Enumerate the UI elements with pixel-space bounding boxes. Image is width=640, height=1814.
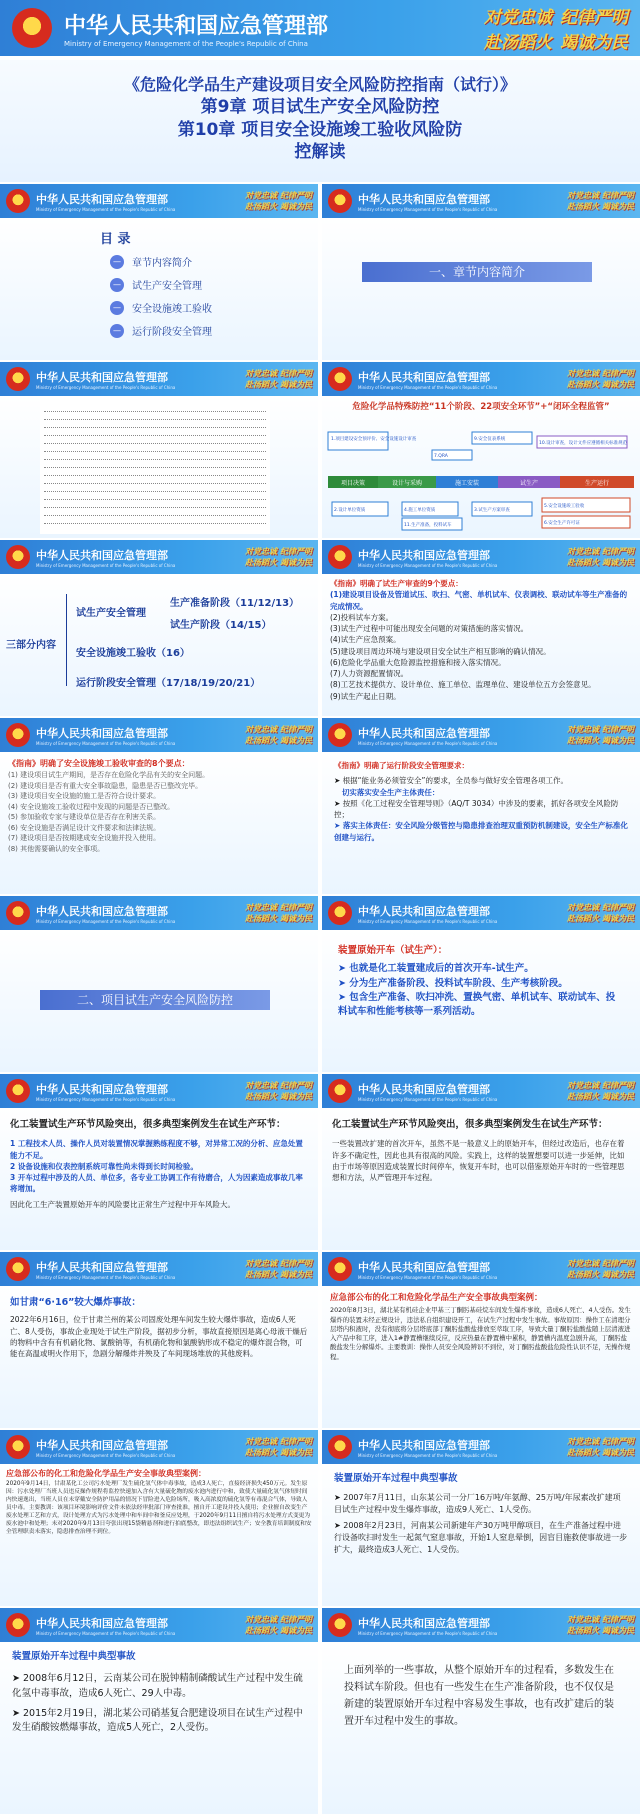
review-item: (2)投料试车方案。 [330,612,394,622]
section2-slide [0,930,318,1072]
typical1-slide [322,1464,640,1606]
slide-header: ★ 中华人民共和国应急管理部 Ministry of Emergency Management of the People's Republic of China 对党忠诚 纪律严明 赴汤蹈火 竭诚为民 [322,540,640,574]
step-box: 5.安全设施竣工验收 [544,504,585,509]
accept-item: (5) 参加验收专家与建设单位是否存在利害关系。 [8,813,161,821]
parts-a2: 试生产阶段（14/15） [170,620,272,631]
national-emblem-icon [328,1257,352,1281]
operate-item: ➤ 按照《化工过程安全管理导则》（AQ/T 3034）中涉及的要素，抓好各项安全风险防控； [334,798,619,819]
cover-line2: 第9章 项目试生产安全风险防控 [200,96,440,117]
cover-line3: 第10章 项目安全设施竣工验收风险防 [177,119,463,140]
slide-header: ★ 中华人民共和国应急管理部 Ministry of Emergency Management of the People's Republic of China 对党忠诚 纪律严明 赴汤蹈火 竭诚为民 [0,1252,318,1286]
accept-item: (6) 安全设施是否满足设计文件要求和法律法规。 [8,823,161,832]
national-emblem-icon [328,723,352,747]
step-box: 1.项目建设安全预评价、安全设施设计审查 [331,437,417,442]
circle-bullet-icon: — [110,301,124,315]
national-emblem-icon [6,189,30,213]
review-item: (5)建设项目周边环境与建设项目安全试生产相互影响的确认情况。 [330,646,551,656]
national-emblem-icon [6,1079,30,1103]
toc-page-slide [0,396,318,538]
parts-b: 安全设施竣工验收（16） [76,648,190,659]
accept-item: (2) 建设项目是否有重大安全事故隐患，隐患是否已整改完毕。 [8,781,203,790]
parts-slide [0,574,318,716]
review-item: (7)人力资源配置情况。 [330,669,409,678]
review-item: (3)试生产过程中可能出现安全问题的对策措施的落实情况。 [330,624,529,633]
case3-para: 2020年9月14日，甘肃某化工公司污水处理厂发生硫化氢气体中毒事故，造成3人死亡，直接经济损失450万元。发生原因：污水处理厂当班人员违反操作规程将监控快速加入含有大量硫化物的废水池内进行中和，致使大量硫化氢气体短时间内快速逸出，当班人员在未穿戴安全防护用品的情况下冒险进入危险场所，吸入高浓度的硫化氢等有毒混合气体，导致人员中毒。主要教训：该项目环境影响评价文件未依法经审批部门审查批准，擅自开工建设并投入使用；企业擅自改变生产废水处理工艺和方式，设计处理方式为污水处理中和车间中和釜反应处理，于2020年9月11日擅自将污水处理方式变更为废水池中和处理；未对2020年9月13日夸张出现15袋精悬剂和进行拍底整改，即违法组织试生产；安全教育培训制度和安全管理职责未落实，隐患排查治理不到位。 [6,1481,312,1536]
operate-slide [322,752,640,894]
toc-item[interactable]: — 章节内容简介 [110,254,212,269]
circle-bullet-icon: — [110,255,124,269]
national-emblem-icon [328,545,352,569]
slide-header: ★ 中华人民共和国应急管理部 Ministry of Emergency Management of the People's Republic of China 对党忠诚 纪律严明 赴汤蹈火 竭诚为民 [0,540,318,574]
national-emblem-icon [328,1613,352,1637]
accept-head: 《指南》明确了安全设施竣工验收审查的8个要点： [8,759,190,768]
case2-head: 应急部公布的化工和危险化学品生产安全事故典型案例： [330,1293,543,1303]
toc-page-image [40,400,270,534]
accept-item: (8) 其他需要确认的安全事项。 [8,844,105,853]
risk2-para: 一些装置改扩建的首次开车，虽然不是一般意义上的原始开车，但经过改造后，也存在着许多不确定性，因此也具有很高的风险。实践上，这样的装置想要可以进一步延伸，比如由于市场等原因造成装置长时间停车，恢复开车时，也可以借鉴原始开车时的一些管理思想和方法，从严管理开车过程。 [332,1139,625,1182]
case616-slide [0,1286,318,1428]
startup-item: ➤ 也就是化工装置建成后的首次开车-试生产。 [338,963,534,975]
national-emblem-icon [328,1435,352,1459]
parts-c: 运行阶段安全管理（17/18/19/20/21） [76,678,261,689]
startup-head: 装置原始开车（试生产）： [338,945,448,956]
case616-head: 如甘肃“6·16”较大爆炸事故： [10,1297,141,1308]
circle-bullet-icon: — [110,324,124,338]
summary-para: 上面列举的一些事故，从整个原始开车的过程看，多数发生在投料试车阶段。但也有一些发生在生产准备阶段，也不仅仅是新建的装置原始开车过程中容易发生事故，也有改扩建后的装置开车过程中发生的事故。 [344,1665,614,1727]
cover-line1: 《危险化学品生产建设项目安全风险防控指南（试行）》 [123,75,516,94]
step-box: 10.设计审查，设计文件应遵循相关标准规范 [539,441,628,446]
parts-a: 试生产安全管理 [76,608,146,619]
national-emblem-icon [328,1079,352,1103]
typical1-item: ➤ 2008年2月23日，河南某公司新建年产30万吨甲醇项目，在生产准备过程中进行设备吹扫时发生一起氮气窒息事故，开始1人窒息晕倒，因盲目施救使事故进一步扩大，最终造成3人死亡、1人受伤。 [334,1521,628,1555]
slide-header: ★ 中华人民共和国应急管理部 Ministry of Emergency Management of the People's Republic of China 对党忠诚 纪律严明 赴汤蹈火 竭诚为民 [322,1430,640,1464]
national-emblem-icon [6,723,30,747]
toc-heading: 目 录 [100,232,131,247]
slide-header: ★ 中华人民共和国应急管理部 Ministry of Emergency Management of the People's Republic of China 对党忠诚 纪律严明 赴汤蹈火 竭诚为民 [322,1074,640,1108]
risk-item: 2 设备设施和仪表控制系统可靠性尚未得到长时间检验。 [10,1161,198,1171]
step-box: 4.施工单位资质 [404,508,436,513]
typical2-slide [0,1642,318,1814]
national-emblem-icon [6,367,30,391]
step-box: 2.设计单位资质 [334,508,366,513]
slide-header: ★ 中华人民共和国应急管理部 Ministry of Emergency Management of the People's Republic of China 对党忠诚 纪律严明 赴汤蹈火 竭诚为民 [0,718,318,752]
review-item: (6)危险化学品重大危险源监控措施和接入落实情况。 [330,657,506,667]
national-emblem-icon [328,189,352,213]
operate-item: 切实落实安全生产主体责任： [341,787,440,797]
slide-header: ★ 中华人民共和国应急管理部 Ministry of Emergency Management of the People's Republic of China 对党忠诚 纪律严明 赴汤蹈火 竭诚为民 [0,1074,318,1108]
startup-slide [322,930,640,1072]
national-emblem-icon [6,901,30,925]
step-box: 7.QRA [434,454,448,459]
risk2-head: 化工装置试生产环节风险突出，很多典型案例发生在试生产环节： [332,1119,608,1130]
step-box: 6.安全生产许可证 [544,521,580,526]
case616-para: 2022年6月16日，位于甘肃兰州的某公司固废处理车间发生较大爆炸事故，造成6人死亡、8人受伤，事故企业现处于试生产阶段，据初步分析，事故直接原因是离心母液干燥后的物料中含有有机硝化物、氯酸钠等，有机硝化物和氯酸钠形成不稳定的爆炸混合物，可能在高温或明火作用下，急剧分解爆炸并殃及了车间现场堆放的其他废料。 [10,1315,308,1358]
section1-slide [322,218,640,360]
risk-tail: 因此化工生产装置原始开车的风险要比正常生产过程中开车风险大。 [10,1199,235,1209]
slide-header: ★ 中华人民共和国应急管理部 Ministry of Emergency Management of the People's Republic of China 对党忠诚 纪律严明 赴汤蹈火 竭诚为民 [0,1430,318,1464]
parts-root: 三部分内容 [6,640,56,651]
risk-head: 化工装置试生产环节风险突出，很多典型案例发生在试生产环节： [10,1119,286,1130]
operate-item: ➤ 根据“能业务必须管安全”的要求，全员参与做好安全管理各项工作。 [334,776,568,786]
phase-label: 试生产 [519,480,539,487]
phase-label: 项目决策 [340,480,366,487]
typical2-item: ➤ 2008年6月12日，云南某公司在脱钟精制磷酸试生产过程中发生硫化氢中毒事故，造成6人死亡、29人中毒。 [12,1673,303,1699]
toc-slide [0,218,318,360]
review-head: 《指南》明确了试生产审查的9个要点： [330,579,463,588]
review-item: (1)建设项目设备及管道试压、吹扫、气密、单机试车、仪表调校、联动试车等生产准备的完成情况。 [330,590,628,611]
national-emblem-icon [6,1435,30,1459]
slide-header: ★ 中华人民共和国应急管理部 Ministry of Emergency Management of the People's Republic of China 对党忠诚 纪律严明 赴汤蹈火 竭诚为民 [322,1252,640,1286]
typical2-item: ➤ 2015年2月19日，湖北某公司硝基复合肥建设项目在试生产过程中发生硝酸铵燃爆事故，造成5人死亡，2人受伤。 [12,1707,303,1733]
review-item: (4)试生产应急预案。 [330,635,401,645]
cover-header [0,0,640,56]
step-box: 3.试生产方案审查 [474,508,510,513]
slide-header: ★ 中华人民共和国应急管理部 Ministry of Emergency Management of the People's Republic of China 对党忠诚 纪律严明 赴汤蹈火 竭诚为民 [322,362,640,396]
slogan: 对党忠诚 纪律严明 赴汤蹈火 竭诚为民 [484,8,628,53]
review-item: (9)试生产起止日期。 [330,691,401,701]
risk2-slide [322,1108,640,1250]
case3-head: 应急部公布的化工和危险化学品生产安全事故典型案例： [6,1469,206,1478]
typical2-head: 装置原始开车过程中典型事故 [12,1651,136,1662]
step-box: 9.安全仪表系统 [474,437,506,442]
circle-bullet-icon: — [110,278,124,292]
risk-item: 1 工程技术人员、操作人员对装置情况掌握熟练程度不够，对异常工况的分析、应急处置能力不足。 [10,1139,303,1160]
cover-line4: 控解读 [294,142,346,163]
typical1-head: 装置原始开车过程中典型事故 [334,1473,458,1484]
risk-item: 3 开车过程中涉及的人员、单位多，各专业工协调工作有待磨合，人为因素造成事故几率将增加。 [10,1173,303,1194]
phase-label: 设计与采购 [391,480,423,487]
risk-slide [0,1108,318,1250]
toc-item[interactable]: — 试生产安全管理 [110,277,212,292]
case2-para: 2020年8月3日，湖北某有机硅企业甲基三丁酮肟基硅烷车间发生爆炸事故，造成6人死亡、4人受伤。发生爆炸的装置未经正规设计，违法私自组织建设开工，在试生产过程中发生事故。事故原因：操作工在清理分层塔内积液时，没有彻底将分层塔底部丁酮肟盐酸盐排放至萃取工序，导致大量丁酮肟盐酸盐随上层清液进入产品中和工序，进入1#静置槽继续反应，反应热量在静置槽中累积，静置槽内温度急剧升高，丁酮肟盐酸盐发生分解爆炸。主要教训：操作人员安全风险辨识不到位，对丁酮肟盐酸盐危险性认识不足，无操作规程。 [330,1306,631,1361]
summary-slide [322,1642,640,1814]
national-emblem-icon [6,1613,30,1637]
accept-item: (3) 建设项目安全设施的施工是否符合设计要求。 [8,792,161,800]
accept-item: (4) 安全设施竣工验收过程中发现的问题是否已整改。 [8,802,175,811]
accept-slide [0,752,318,894]
diagram-title: 危险化学品特殊防控“11个阶段、22项安全环节”+“闭环全程监管” [352,402,610,412]
operate-item: ➤ 落实主体责任：安全风险分级管控与隐患排查治理双重预防机制建设，安全生产标准化创建与运行。 [334,821,628,842]
review-slide [322,574,640,716]
startup-item: ➤ 包含生产准备、吹扫冲洗、置换气密、单机试车、联动试车、投料试车和性能考核等一系列活动。 [338,991,616,1017]
slide-header: ★ 中华人民共和国应急管理部 Ministry of Emergency Management of the People's Republic of China 对党忠诚 纪律严明 赴汤蹈火 竭诚为民 [0,896,318,930]
lifecycle-diagram [322,414,640,538]
slide-header: ★ 中华人民共和国应急管理部 Ministry of Emergency Management of the People's Republic of China 对党忠诚 纪律严明 赴汤蹈火 竭诚为民 [322,1608,640,1642]
accept-item: (1) 建设项目试生产期间，是否存在危险化学品有关的安全问题。 [8,771,210,779]
operate-head: 《指南》明确了运行阶段安全管理要求： [334,761,469,770]
national-emblem-icon [6,545,30,569]
parts-a1: 生产准备阶段（11/12/13） [170,598,300,609]
slide-header: ★ 中华人民共和国应急管理部 Ministry of Emergency Management of the People's Republic of China 对党忠诚 纪律严明 赴汤蹈火 竭诚为民 [0,1608,318,1642]
national-emblem-icon [12,8,52,48]
slide-header: ★ 中华人民共和国应急管理部 Ministry of Emergency Management of the People's Republic of China 对党忠诚 纪律严明 赴汤蹈火 竭诚为民 [0,184,318,218]
case3-slide [0,1464,318,1606]
diagram-slide [322,396,640,538]
step-box: 11.生产准备，投料试车 [404,523,452,528]
section2-bar: 二、项目试生产安全风险防控 [40,990,270,1010]
toc-item[interactable]: — 运行阶段安全管理 [110,323,212,338]
slide-header: ★ 中华人民共和国应急管理部 Ministry of Emergency Management of the People's Republic of China 对党忠诚 纪律严明 赴汤蹈火 竭诚为民 [322,184,640,218]
toc-item[interactable]: — 安全设施竣工验收 [110,300,212,315]
slide-header: ★ 中华人民共和国应急管理部 Ministry of Emergency Management of the People's Republic of China 对党忠诚 纪律严明 赴汤蹈火 竭诚为民 [322,718,640,752]
accept-item: (7) 建设项目是否按期建成安全设施并投入使用。 [8,834,161,842]
startup-item: ➤ 分为生产准备阶段、投料试车阶段、生产考核阶段。 [338,977,568,989]
phase-label: 施工安装 [454,480,480,487]
national-emblem-icon [6,1257,30,1281]
slide-header: ★ 中华人民共和国应急管理部 Ministry of Emergency Management of the People's Republic of China 对党忠诚 纪律严明 赴汤蹈火 竭诚为民 [322,896,640,930]
national-emblem-icon [328,367,352,391]
national-emblem-icon [328,901,352,925]
phase-label: 生产运行 [584,480,610,487]
typical1-item: ➤ 2007年7月11日，山东某公司一分厂16万吨/年氨醇、25万吨/年尿素改扩建项目试生产过程中发生爆炸事故，造成9人死亡、1人受伤。 [334,1493,621,1515]
case2-slide [322,1286,640,1428]
section1-bar: 一、章节内容简介 [362,262,592,282]
agency-subtitle: Ministry of Emergency Management of the People's Republic of China [64,39,308,48]
review-item: (8)工艺技术提供方、设计单位、施工单位、监理单位、建设单位五方会签意见。 [330,680,596,690]
slide-header: ★ 中华人民共和国应急管理部 Ministry of Emergency Management of the People's Republic of China 对党忠诚 纪律严明 赴汤蹈火 竭诚为民 [0,362,318,396]
agency-title: 中华人民共和国应急管理部 [64,13,329,39]
cover-title [0,60,640,182]
